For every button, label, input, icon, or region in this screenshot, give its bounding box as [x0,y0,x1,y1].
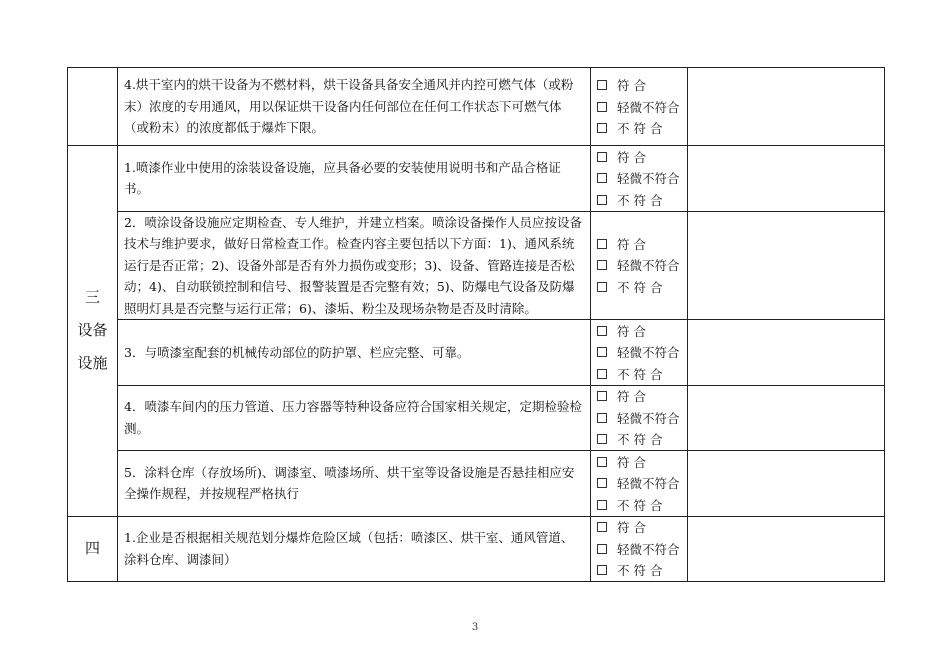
remarks-cell[interactable] [688,451,885,517]
result-option[interactable] [591,342,687,364]
table-row [68,451,885,517]
result-option[interactable] [591,168,687,190]
checkbox-icon[interactable] [597,347,607,357]
result-option[interactable] [591,494,687,516]
inspection-item-text: 4.烘干室内的烘干设备为不燃材料，烘干设备具备安全通风并内控可燃气体（或粉末）浓度的专用通风，用以保证烘干设备内任何部位在任何工作状态下可燃气体（或粉末）的浓度都低于爆炸下限。 [118,68,591,146]
result-option[interactable] [591,233,687,255]
result-options [591,320,688,386]
remarks-cell[interactable] [688,320,885,386]
checkbox-icon[interactable] [597,457,607,467]
inspection-item-text: 4．喷漆车间内的压力管道、压力容器等特种设备应符合国家相关规定，定期检验检测。 [118,385,591,451]
option-label: 符 合 [617,520,646,536]
checkbox-icon[interactable] [597,80,607,90]
result-options [591,146,688,212]
result-options [591,211,688,320]
remarks-cell[interactable] [688,385,885,451]
category-cell [68,68,118,146]
remarks-cell[interactable] [688,211,885,320]
option-label: 符 合 [617,78,646,93]
checkbox-icon[interactable] [597,102,607,112]
result-options [591,516,688,582]
option-label: 轻微不符合 [617,541,680,557]
option-label: 符 合 [617,454,646,470]
option-label: 轻微不符合 [617,171,680,187]
checkbox-icon[interactable] [597,282,607,292]
option-label: 符 合 [617,389,646,405]
option-label: 不 符 合 [617,497,663,513]
inspection-table [67,67,885,582]
remarks-cell[interactable] [688,68,885,146]
checkbox-icon[interactable] [597,434,607,444]
option-label: 符 合 [617,149,646,165]
result-option[interactable] [591,189,687,211]
option-label: 不 符 合 [617,192,663,208]
option-label: 轻微不符合 [617,476,680,492]
option-label: 轻微不符合 [617,410,680,426]
option-label: 不 符 合 [617,432,663,448]
result-option[interactable] [591,517,687,539]
result-option[interactable] [591,386,687,408]
table-row [68,516,885,582]
result-option[interactable] [591,255,687,277]
remarks-cell[interactable] [688,516,885,582]
option-label: 不 符 合 [617,279,663,295]
table-row [68,146,885,212]
inspection-item-text: 2．喷涂设备设施应定期检查、专人维护，并建立档案。喷涂设备操作人员应按设备技术与维护要求，做好日常检查工作。检查内容主要包括以下方面：1)、通风系统运行是否正常；2)、设备外部是否有外力损伤或变形；3)、设备、管路连接是否松动；4)、自动联锁控制和信号、报警装置是否完整有效；5)、防爆电气设备及防爆照明灯具是否完整与运行正常；6)、漆垢、粉尘及现场杂物是否及时清除。 [118,211,591,320]
result-option[interactable] [591,560,687,582]
result-options [591,451,688,517]
checkbox-icon[interactable] [597,478,607,488]
result-option[interactable] [591,473,687,495]
checkbox-icon[interactable] [597,522,607,532]
inspection-item-text: 3．与喷漆室配套的机械传动部位的防护罩、栏应完整、可靠。 [118,320,591,386]
result-option[interactable] [591,96,687,118]
checkbox-icon[interactable] [597,239,607,249]
category-label: 三 设备 设施 [77,288,108,373]
checkbox-icon[interactable] [597,544,607,554]
result-option[interactable] [591,117,687,139]
inspection-item-text: 1.喷漆作业中使用的涂装设备设施，应具备必要的安装使用说明书和产品合格证书。 [118,146,591,212]
option-label: 轻微不符合 [617,345,680,361]
result-option[interactable] [591,451,687,473]
result-option[interactable] [591,320,687,342]
option-label: 符 合 [617,236,646,252]
result-option[interactable] [591,146,687,168]
checkbox-icon[interactable] [597,565,607,575]
table-row [68,68,885,146]
page-number: 3 [471,622,479,633]
remarks-cell[interactable] [688,146,885,212]
option-label: 不 符 合 [617,563,663,579]
inspection-item-text: 1.企业是否根据相关规范划分爆炸危险区域（包括：喷漆区、烘干室、通风管道、涂料仓库、调漆间） [118,516,591,582]
inspection-item-text: 5．涂料仓库（存放场所)、调漆室、喷漆场所、烘干室等设备设施是否悬挂相应安全操作规程，并按规程严格执行 [118,451,591,517]
option-label: 不 符 合 [617,366,663,382]
option-label: 轻微不符合 [617,99,680,115]
checkbox-icon[interactable] [597,326,607,336]
checklist-sheet [67,67,884,582]
checkbox-icon[interactable] [597,195,607,205]
result-option[interactable] [591,407,687,429]
result-option[interactable] [591,363,687,385]
result-options [591,68,688,146]
category-label: 四 [84,539,100,558]
result-option[interactable] [591,538,687,560]
table-row [68,320,885,386]
option-label: 符 合 [617,323,646,339]
result-option[interactable] [591,429,687,451]
option-label: 轻微不符合 [617,258,680,274]
table-row [68,211,885,320]
checkbox-icon[interactable] [597,500,607,510]
table-row [68,385,885,451]
checkbox-icon[interactable] [597,173,607,183]
checkbox-icon[interactable] [597,413,607,423]
checkbox-icon[interactable] [597,260,607,270]
checkbox-icon[interactable] [597,369,607,379]
checkbox-icon[interactable] [597,152,607,162]
result-option[interactable] [591,74,687,96]
category-cell [68,146,118,517]
category-cell [68,516,118,582]
result-option[interactable] [591,276,687,298]
option-label: 不 符 合 [617,121,663,136]
result-options [591,385,688,451]
checkbox-icon[interactable] [597,123,607,133]
checkbox-icon[interactable] [597,391,607,401]
